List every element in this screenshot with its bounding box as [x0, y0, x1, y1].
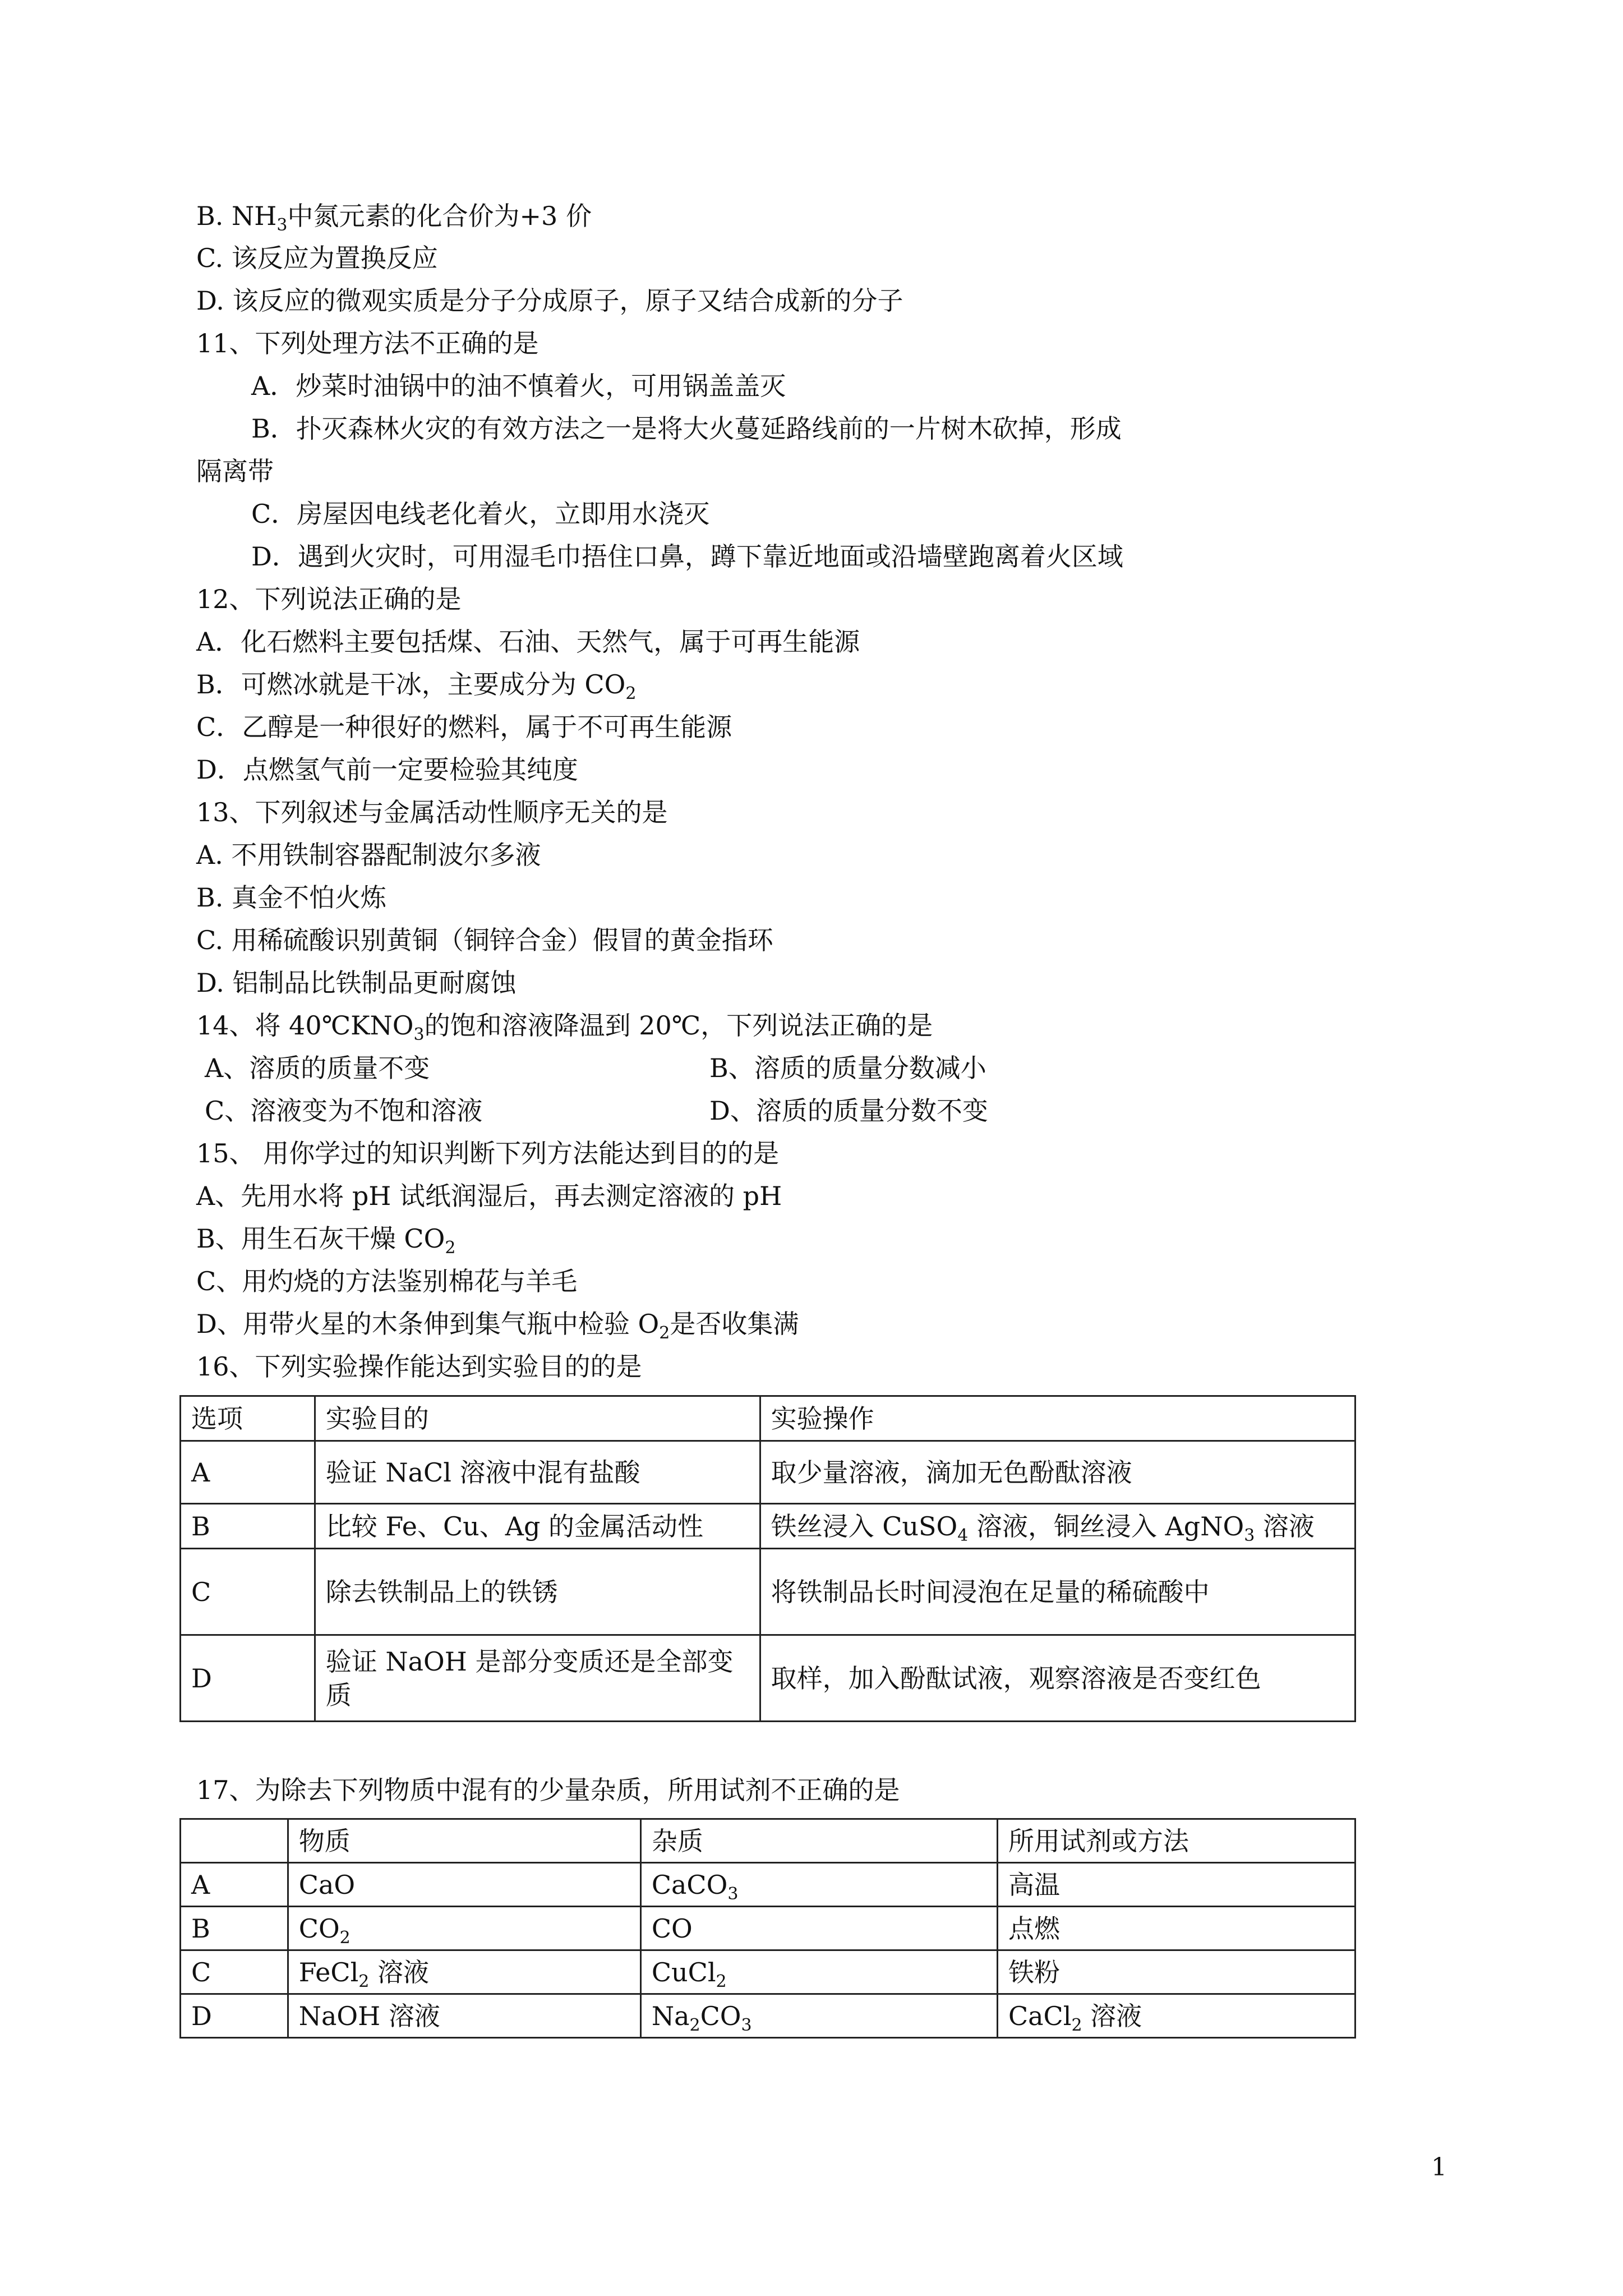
table-cell: $Na_2CO_3$ — [640, 1994, 997, 2038]
table-cell: D — [181, 1635, 315, 1722]
q14-option-d: D、溶质的质量分数不变 — [709, 1096, 988, 1126]
table-cell: CaO — [288, 1863, 640, 1907]
table-cell: 比较 Fe、Cu、Ag 的金属活动性 — [315, 1504, 760, 1549]
table-cell: CaCl$_2$ 溶液 — [997, 1994, 1355, 2038]
table-cell: D — [181, 1994, 288, 2038]
table-cell: 将铁制品长时间浸泡在足量的稀硫酸中 — [760, 1549, 1355, 1635]
question-11: 11、下列处理方法不正确的是 — [196, 328, 539, 358]
table-cell: NaOH 溶液 — [288, 1994, 640, 2038]
option-c-text: C. 该反应为置换反应 — [196, 243, 438, 273]
table-cell: FeCl$_2$ 溶液 — [288, 1950, 640, 1994]
table-header-cell: 实验操作 — [760, 1396, 1355, 1441]
q14-option-c: C、溶液变为不饱和溶液 — [205, 1096, 483, 1126]
q14-option-a: A、溶质的质量不变 — [205, 1053, 430, 1083]
table-cell: B — [181, 1504, 315, 1549]
table-row — [181, 1549, 1355, 1635]
table-cell: 取少量溶液，滴加无色酚酞溶液 — [760, 1441, 1355, 1504]
table-row — [181, 1950, 1355, 1994]
question-14: 14、将 $40℃KNO_3$的饱和溶液降温到 20℃，下列说法正确的是 — [196, 1010, 933, 1045]
table-cell: CaCO$_3$ — [640, 1863, 997, 1907]
table-row — [181, 1635, 1355, 1722]
table-cell: C — [181, 1549, 315, 1635]
q14-option-b: B、溶质的质量分数减小 — [709, 1053, 986, 1083]
q11-option-c: C．房屋因电线老化着火，立即用水浇灭 — [251, 499, 710, 529]
table-header-cell — [181, 1819, 288, 1863]
table-cell: $CO_2$ — [288, 1907, 640, 1950]
q12-option-c: C．乙醇是一种很好的燃料，属于不可再生能源 — [196, 712, 732, 742]
table-cell: 取样，加入酚酞试液，观察溶液是否变红色 — [760, 1635, 1355, 1722]
q13-option-c: C. 用稀硫酸识别黄铜（铜锌合金）假冒的黄金指环 — [196, 925, 773, 955]
page-number: 1 — [1431, 2153, 1447, 2182]
table-header-cell: 所用试剂或方法 — [997, 1819, 1355, 1863]
table-cell: 铁丝浸入 CuSO$_4$ 溶液，铜丝浸入 AgNO$_3$ 溶液 — [760, 1504, 1355, 1549]
table-row — [181, 1907, 1355, 1950]
q12-option-a: A．化石燃料主要包括煤、石油、天然气，属于可再生能源 — [196, 627, 860, 657]
question-13: 13、下列叙述与金属活动性顺序无关的是 — [196, 797, 668, 827]
table-cell: CO — [640, 1907, 997, 1950]
q11-option-a: A．炒菜时油锅中的油不慎着火，可用锅盖盖灭 — [251, 371, 786, 401]
table-header-row — [181, 1819, 1355, 1863]
question-16: 16、下列实验操作能达到实验目的的是 — [196, 1351, 642, 1382]
impurity-table — [179, 1818, 1356, 2039]
option-d-text: D. 该反应的微观实质是分子分成原子，原子又结合成新的分子 — [196, 286, 903, 316]
table-cell: 铁粉 — [997, 1950, 1355, 1994]
table-header-cell: 选项 — [181, 1396, 315, 1441]
table-header-row — [181, 1396, 1355, 1441]
table-row — [181, 1994, 1355, 2038]
question-17: 17、为除去下列物质中混有的少量杂质，所用试剂不正确的是 — [196, 1775, 900, 1805]
table-row — [181, 1504, 1355, 1549]
q11-option-d: D．遇到火灾时，可用湿毛巾捂住口鼻，蹲下靠近地面或沿墙壁跑离着火区域 — [251, 541, 1123, 572]
table-cell: A — [181, 1441, 315, 1504]
table-cell: CuCl$_2$ — [640, 1950, 997, 1994]
table-header-cell: 实验目的 — [315, 1396, 760, 1441]
q11-option-b: B．扑灭森林火灾的有效方法之一是将大火蔓延路线前的一片树木砍掉，形成 — [251, 413, 1122, 444]
question-15: 15、 用你学过的知识判断下列方法能达到目的的是 — [196, 1138, 780, 1168]
q11-option-b-cont: 隔离带 — [196, 456, 274, 486]
q15-option-d: D、用带火星的木条伸到集气瓶中检验 $O_2$是否收集满 — [196, 1309, 799, 1343]
q13-option-a: A. 不用铁制容器配制波尔多液 — [196, 840, 541, 870]
table-row — [181, 1863, 1355, 1907]
table-cell: 高温 — [997, 1863, 1355, 1907]
question-12: 12、下列说法正确的是 — [196, 584, 462, 614]
q13-option-d: D. 铝制品比铁制品更耐腐蚀 — [196, 968, 517, 998]
experiment-table — [179, 1395, 1356, 1722]
table-header-cell: 物质 — [288, 1819, 640, 1863]
table-cell: B — [181, 1907, 288, 1950]
q15-option-c: C、用灼烧的方法鉴别棉花与羊毛 — [196, 1266, 578, 1296]
table-cell: 验证 NaCl 溶液中混有盐酸 — [315, 1441, 760, 1504]
q15-option-a: A、先用水将 pH 试纸润湿后，再去测定溶液的 pH — [196, 1181, 782, 1211]
option-b-text: B. $NH_3$中氮元素的化合价为+3 价 — [196, 201, 592, 235]
q12-option-b: B．可燃冰就是干冰，主要成分为 $CO_2$ — [196, 669, 637, 703]
table-row — [181, 1441, 1355, 1504]
table-cell: A — [181, 1863, 288, 1907]
q12-option-d: D．点燃氢气前一定要检验其纯度 — [196, 754, 578, 785]
table-cell: 除去铁制品上的铁锈 — [315, 1549, 760, 1635]
q15-option-b: B、用生石灰干燥 $CO_2$ — [196, 1223, 456, 1258]
table-cell: C — [181, 1950, 288, 1994]
table-header-cell: 杂质 — [640, 1819, 997, 1863]
table-cell: 点燃 — [997, 1907, 1355, 1950]
table-cell: 验证 NaOH 是部分变质还是全部变 质 — [315, 1635, 760, 1722]
q13-option-b: B. 真金不怕火炼 — [196, 882, 387, 913]
